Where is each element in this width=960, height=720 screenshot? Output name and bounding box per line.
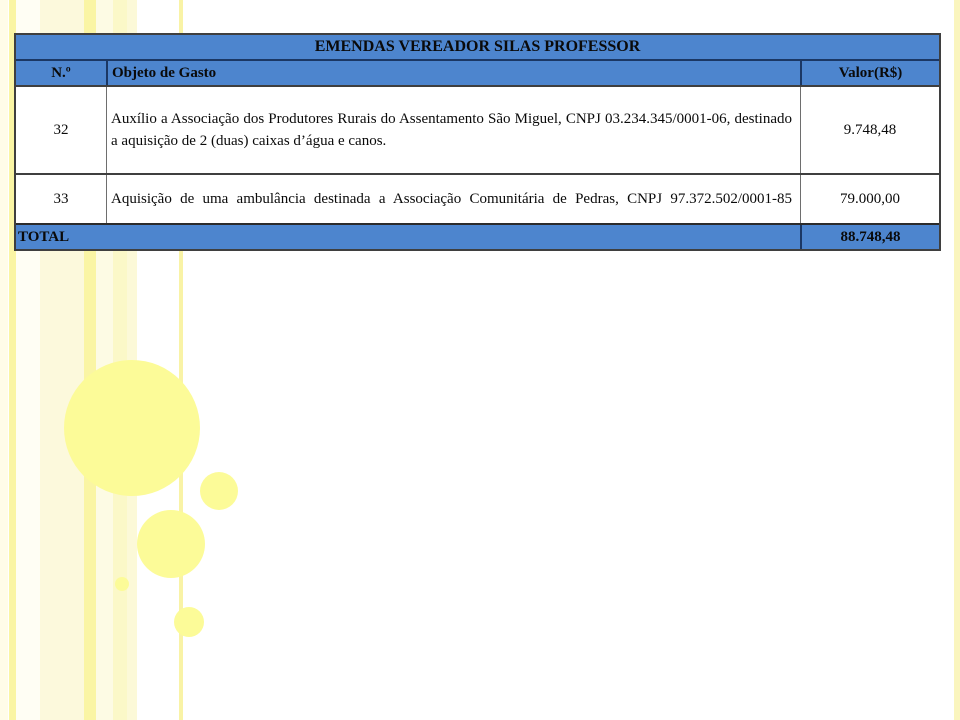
column-header-num: N.º (51, 64, 71, 81)
row-objeto-text: Auxílio a Associação dos Produtores Rurais do Assentamento São Miguel, CNPJ 03.234.345/0001-06, destinado a aquisição de 2 (duas) caixas d’água e canos. (111, 111, 792, 149)
row-valor: 9.748,48 (800, 87, 939, 173)
row-objeto-cell (106, 175, 800, 223)
row-number: 33 (53, 190, 69, 207)
row-valor: 79.000,00 (800, 175, 939, 223)
background-stripe (954, 0, 960, 720)
row-number: 32 (53, 121, 69, 138)
table-total-row (16, 223, 939, 249)
decor-circle-large (64, 360, 200, 496)
table-title: EMENDAS VEREADOR SILAS PROFESSOR (314, 38, 641, 55)
column-header-valor: Valor(R$) (800, 61, 939, 85)
row-objeto-text: Aquisição de uma ambulância destinada a Associação Comunitária de Pedras, CNPJ 97.372.502/0001-85 (111, 191, 792, 207)
table-row-32 (16, 87, 939, 173)
table-title-row (16, 35, 939, 61)
decor-circle-tiny (115, 577, 129, 591)
emendas-table (14, 33, 941, 251)
table-header-row (16, 61, 939, 87)
total-value: 88.748,48 (800, 225, 939, 249)
column-header-objeto: Objeto de Gasto (106, 61, 800, 85)
table-row-33 (16, 173, 939, 223)
row-objeto-cell (106, 87, 800, 173)
total-label: TOTAL (18, 228, 70, 245)
decor-circle-medium (137, 510, 205, 578)
decor-circle-bottom (174, 607, 204, 637)
background-stripe (0, 0, 8, 720)
decor-circle-small (200, 472, 238, 510)
